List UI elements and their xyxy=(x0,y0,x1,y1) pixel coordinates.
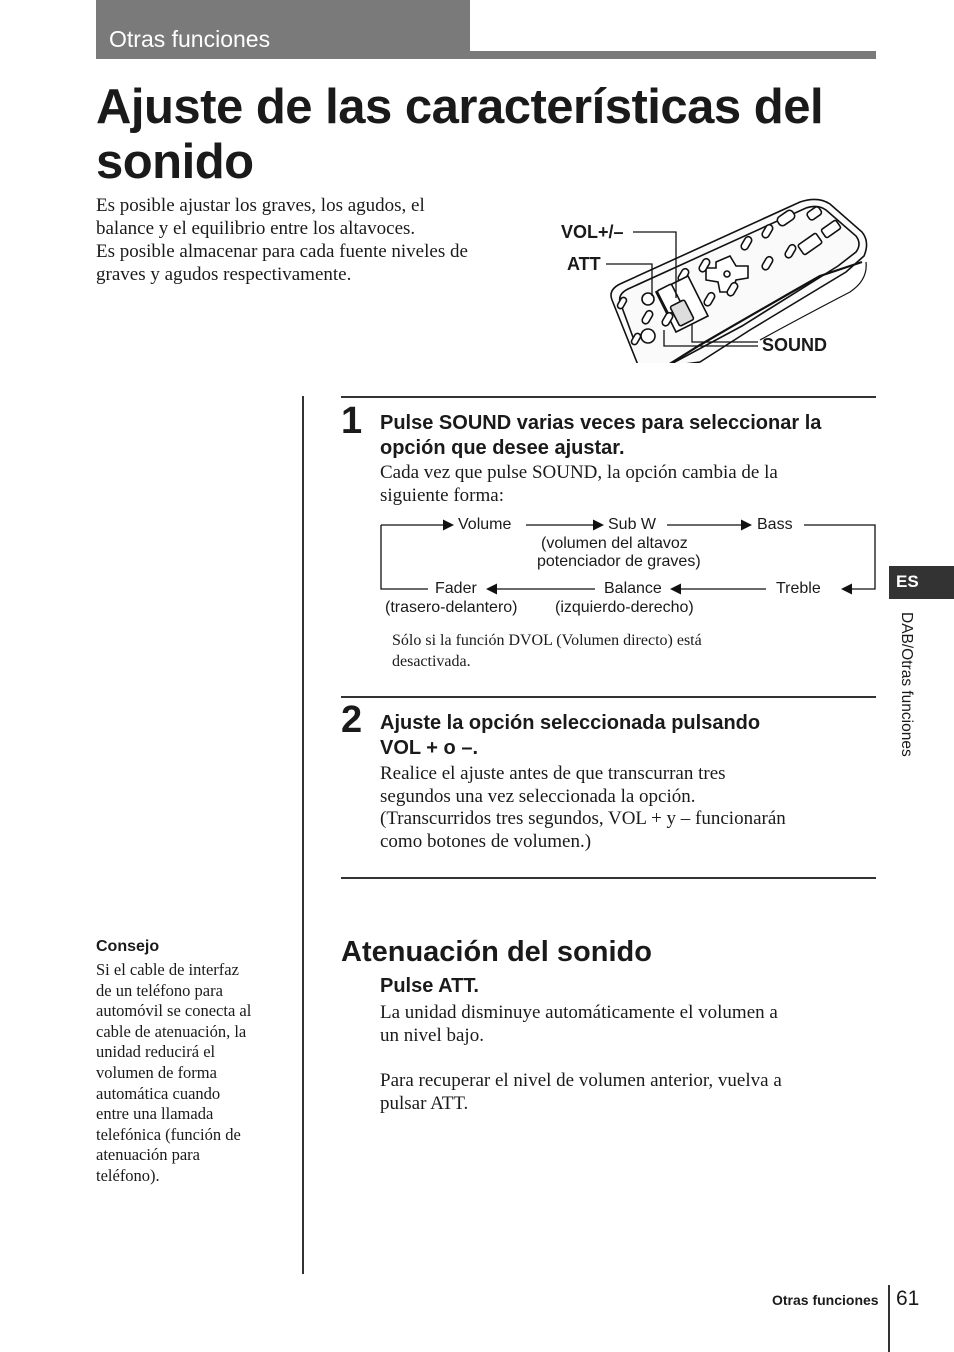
language-tab xyxy=(889,566,954,599)
cycle-item-sub-w: Sub W xyxy=(608,516,657,533)
language-tab-label: ES xyxy=(896,572,919,591)
step1-body: siguiente forma: xyxy=(380,485,504,506)
page-title: Ajuste de las características del sonido xyxy=(96,80,824,189)
column-divider xyxy=(302,396,304,1274)
sound-callout-label: SOUND xyxy=(762,335,828,355)
left-arrow-icon xyxy=(841,584,852,595)
section-tab xyxy=(96,0,470,59)
page-number: 61 xyxy=(896,1287,920,1310)
cycle-item-bass: Bass xyxy=(757,516,793,533)
step2-body: (Transcurridos tres segundos, VOL + y – funcionarán xyxy=(380,808,786,829)
attenuation-text: un nivel bajo. xyxy=(380,1025,484,1046)
right-arrow-icon xyxy=(593,520,604,531)
tip-line: Si el cable de interfaz xyxy=(96,960,239,979)
side-section-label xyxy=(897,612,921,788)
cycle-item-volume: Volume xyxy=(458,516,512,533)
cycle-item-fader: Fader xyxy=(435,580,477,597)
intro-line: Es posible almacenar para cada fuente niveles de xyxy=(96,241,468,262)
step1-heading: opción que desee ajustar. xyxy=(380,437,625,459)
tip-line: automóvil se conecta al xyxy=(96,1001,252,1021)
tip-line: telefónica (función de xyxy=(96,1124,241,1144)
steps-end-rule xyxy=(341,877,876,879)
step1-note: Sólo si la función DVOL (Volumen directo) está xyxy=(392,632,702,649)
header-rule xyxy=(470,51,876,59)
step2-heading: Ajuste la opción seleccionada pulsando xyxy=(380,712,761,734)
intro-line: graves y agudos respectivamente. xyxy=(96,264,352,285)
tip-line: atenuación para xyxy=(96,1145,200,1165)
tip-line: cable de atenuación, la xyxy=(96,1021,247,1041)
attenuation-text: La unidad disminuye automáticamente el volumen a xyxy=(380,1002,778,1023)
intro-line: Es posible ajustar los graves, los agudos, el xyxy=(96,195,425,216)
right-arrow-icon xyxy=(741,520,752,531)
step2-heading: VOL + o –. xyxy=(380,737,478,759)
footer-rule xyxy=(888,1285,890,1352)
cycle-item-balance: Balance xyxy=(604,580,662,597)
step1-note: desactivada. xyxy=(392,653,471,670)
cycle-note-sub-w: (volumen del altavoz xyxy=(541,535,688,552)
step2-body: Realice el ajuste antes de que transcurran tres xyxy=(380,763,726,784)
tip-line: de un teléfono para xyxy=(96,980,223,1000)
step2-number: 2 xyxy=(341,699,363,741)
left-arrow-icon xyxy=(486,584,497,595)
attenuation-text: Para recuperar el nivel de volumen anterior, vuelva a xyxy=(380,1070,782,1091)
step2-rule xyxy=(341,696,876,698)
step1-rule xyxy=(341,396,876,398)
tip-line: automática cuando xyxy=(96,1083,221,1103)
step2-body: como botones de volumen.) xyxy=(380,831,592,852)
tip-line: volumen de forma xyxy=(96,1062,217,1082)
tip-body xyxy=(96,960,296,1187)
cycle-item-treble: Treble xyxy=(776,580,821,597)
tip-line: unidad reducirá el xyxy=(96,1042,216,1062)
step1-number: 1 xyxy=(341,400,363,442)
tip-line: entre una llamada xyxy=(96,1104,214,1124)
attenuation-title: Atenuación del sonido xyxy=(341,936,652,968)
footer-section-label: Otras funciones xyxy=(772,1292,879,1308)
cycle-note-balance: (izquierdo-derecho) xyxy=(555,599,694,616)
left-arrow-icon xyxy=(670,584,681,595)
section-tab-label: Otras funciones xyxy=(109,26,271,52)
vol-callout-label: VOL+/– xyxy=(561,222,624,242)
step1-body: Cada vez que pulse SOUND, la opción cambia de la xyxy=(380,462,778,483)
att-callout-label: ATT xyxy=(567,254,601,274)
attenuation-instruction: Pulse ATT. xyxy=(380,975,479,997)
right-arrow-icon xyxy=(443,520,454,531)
tip-line: teléfono). xyxy=(96,1165,160,1185)
side-section-text: DAB/Otras funciones xyxy=(898,612,915,757)
cycle-note-sub-w: potenciador de graves) xyxy=(537,553,701,570)
intro-line: balance y el equilibrio entre los altavoces. xyxy=(96,218,416,239)
step1-heading: Pulse SOUND varias veces para seleccionar la xyxy=(380,412,822,434)
remote-control-illustration xyxy=(600,195,870,365)
tip-heading: Consejo xyxy=(96,938,160,955)
step2-body: segundos una vez seleccionada la opción. xyxy=(380,786,696,807)
cycle-note-fader: (trasero-delantero) xyxy=(385,599,518,616)
attenuation-text: pulsar ATT. xyxy=(380,1093,469,1114)
